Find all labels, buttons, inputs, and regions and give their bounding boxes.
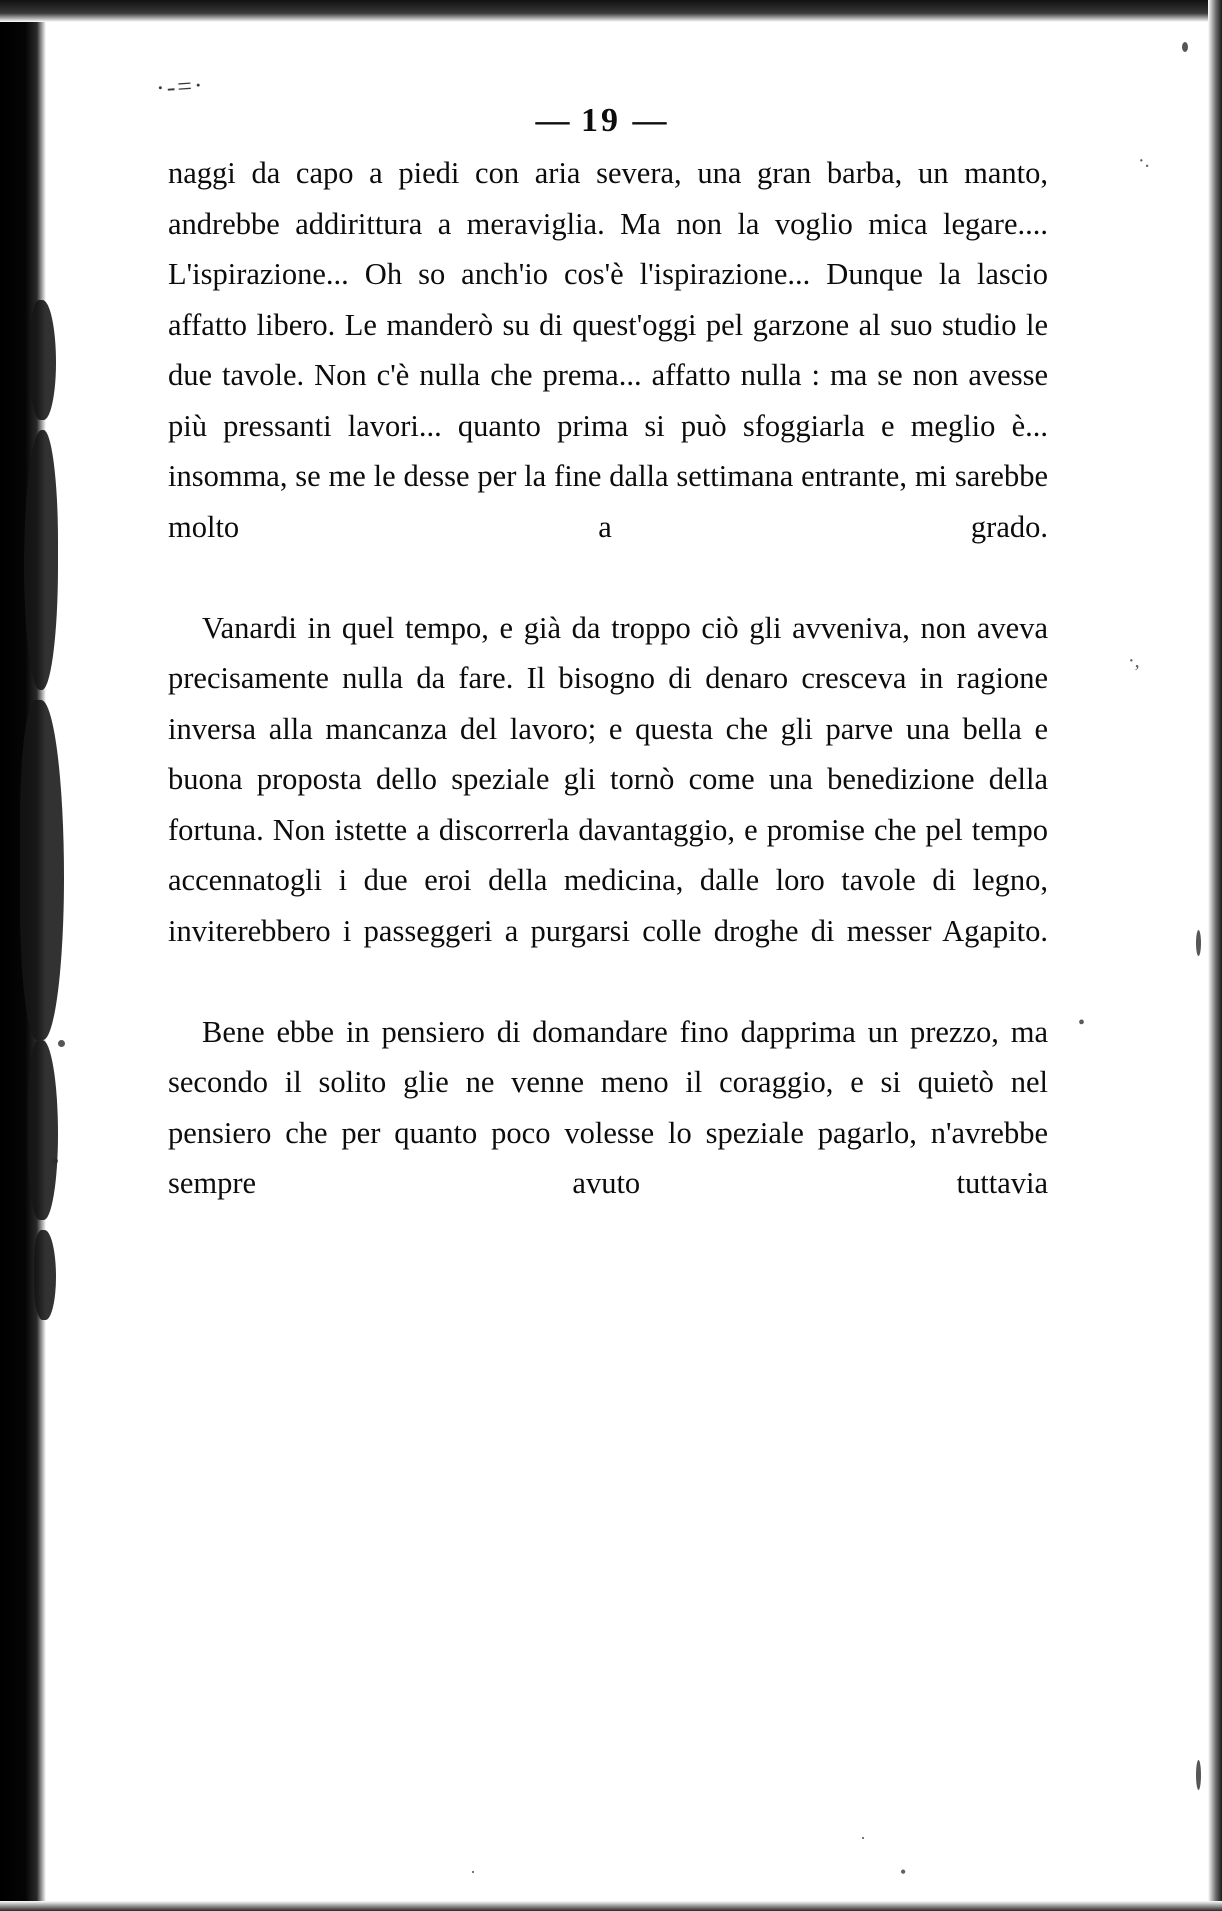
scan-speck (1196, 1760, 1201, 1790)
gutter-smudge (24, 430, 58, 690)
page-content (96, 40, 1106, 1870)
gutter-smudge (28, 1040, 58, 1220)
scan-speck (1182, 42, 1188, 52)
body-text-column (154, 148, 1048, 1259)
folio-dash-right: — (632, 102, 667, 139)
bottom-mark-left: · (470, 1862, 476, 1882)
gutter-smudge (30, 300, 56, 420)
margin-mark-middle: ·, (1128, 650, 1140, 672)
scan-speck (58, 1040, 65, 1047)
bottom-mark-right: • (900, 1862, 907, 1882)
gutter-smudge (34, 1230, 56, 1320)
scan-edge-bottom (0, 1901, 1222, 1911)
margin-mark-upper: ·. (1138, 150, 1150, 172)
folio-number: 19 (581, 102, 621, 139)
folio-dash-left: — (535, 102, 570, 139)
paragraph: Bene ebbe in pensiero di domandare fino dapprima un prezzo, ma secondo il solito glie ne venne meno il coraggio, e si quietò nel pensiero che per quanto poco volesse lo speziale pagarlo, n'avrebbe sempre avuto tuttavia (168, 1014, 1048, 1200)
margin-mark-lower: • (1078, 1012, 1086, 1034)
gutter-smudge (20, 700, 64, 1040)
bottom-mark-center: · (860, 1828, 866, 1848)
scan-speck (52, 1158, 58, 1164)
scan-edge-right (1208, 0, 1222, 1911)
scan-edge-top (0, 0, 1222, 22)
corner-scan-mark: ·-=· (155, 70, 206, 103)
paragraph: Vanardi in quel tempo, e già da troppo ciò gli avveniva, non aveva precisamente nulla da fare. Il bisogno di denaro cresceva in ragione inversa alla mancanza del lavoro; e questa che gli parve una bella e buona proposta dello speziale gli tornò come una benedizione della fortuna. Non istette a discorrerla davantaggio, e promise che pel tempo accennatogli i due eroi della medicina, dalle loro tavole di legno, inviterebbero i passeggeri a purgarsi colle droghe di messer Agapito. (168, 610, 1048, 948)
paragraph: naggi da capo a piedi con aria severa, una gran barba, un manto, andrebbe addirittura a meraviglia. Ma non la voglio mica legare.... L'ispirazione... Oh so anch'io cos'è l'ispirazione... Dunque la lascio affatto libero. Le manderò su di quest'oggi pel garzone al suo studio le due tavole. Non c'è nulla che prema... affatto nulla : ma se non avesse più pressanti lavori... quanto prima si può sfoggiarla e meglio è... insomma, se me le desse per la fine dalla settimana entrante, mi sarebbe molto a grado. (168, 156, 1048, 544)
scan-speck (1196, 930, 1201, 956)
page-number-header (96, 102, 1106, 140)
